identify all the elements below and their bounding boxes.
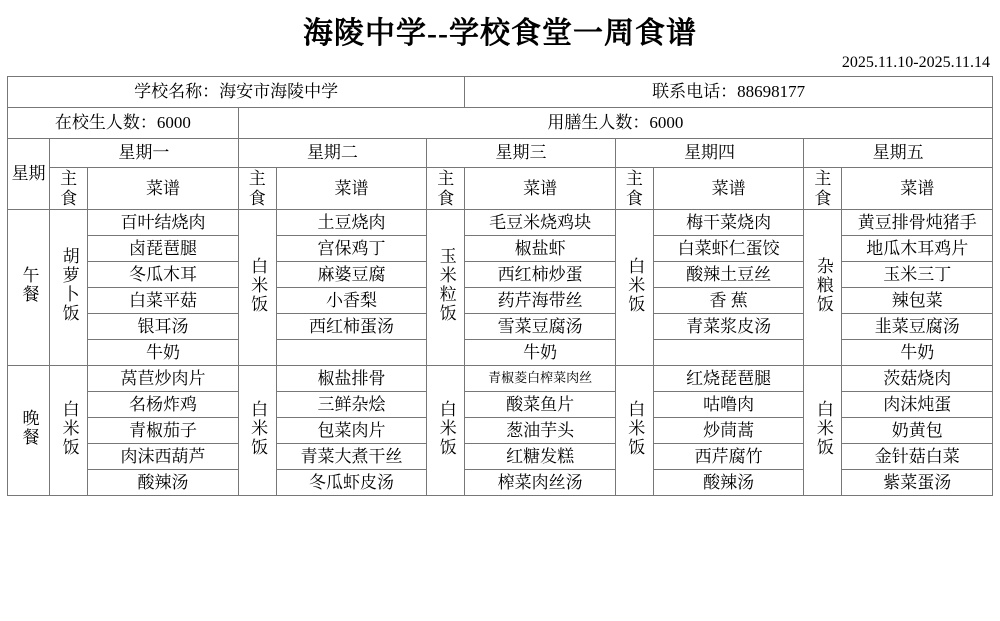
- dinner-dish-tue-4: 青菜大煮干丝: [276, 444, 426, 470]
- lunch-dish-thu-1: 梅干菜烧肉: [653, 210, 803, 236]
- lunch-dish-mon-2: 卤琵琶腿: [88, 236, 238, 262]
- lunch-dish-wed-5: 雪菜豆腐汤: [465, 314, 615, 340]
- dinner-dish-mon-4: 肉沫西葫芦: [88, 444, 238, 470]
- lunch-dish-fri-1: 黄豆排骨炖猪手: [842, 210, 993, 236]
- lunch-dish-tue-1: 土豆烧肉: [276, 210, 426, 236]
- students-count-cell: 在校生人数：6000: [8, 108, 239, 139]
- lunch-dish-mon-4: 白菜平菇: [88, 288, 238, 314]
- dinner-dish-wed-2: 酸菜鱼片: [465, 392, 615, 418]
- lunch-dish-wed-3: 西红柿炒蛋: [465, 262, 615, 288]
- dinner-dish-thu-1: 红烧琵琶腿: [653, 366, 803, 392]
- dish-header-wed: 菜谱: [465, 168, 615, 210]
- dinner-dish-wed-5: 榨菜肉丝汤: [465, 470, 615, 496]
- dish-header-thu: 菜谱: [653, 168, 803, 210]
- dinner-staple-thu: 白米饭: [615, 366, 653, 496]
- page-title: 海陵中学--学校食堂一周食谱: [303, 17, 697, 50]
- staple-header-thu: 主食: [615, 168, 653, 210]
- staple-header-fri: 主食: [804, 168, 842, 210]
- lunch-dish-thu-6: [653, 340, 803, 366]
- table-row-lunch-3: [8, 262, 993, 288]
- date-range: 2025.11.10-2025.11.14: [841, 54, 990, 71]
- phone-cell: 联系电话：88698177: [465, 77, 993, 108]
- dinner-staple-mon: 白米饭: [50, 366, 88, 496]
- dinner-dish-mon-2: 名杨炸鸡: [88, 392, 238, 418]
- lunch-dish-tue-6: [276, 340, 426, 366]
- menu-table: [7, 76, 993, 496]
- staple-header-wed: 主食: [427, 168, 465, 210]
- day-header-mon: 星期一: [50, 139, 239, 168]
- dinner-staple-fri: 白米饭: [804, 366, 842, 496]
- dinner-dish-tue-1: 椒盐排骨: [276, 366, 426, 392]
- dinner-dish-thu-4: 西芹腐竹: [653, 444, 803, 470]
- lunch-dish-mon-1: 百叶结烧肉: [88, 210, 238, 236]
- table-row-dinner-3: [8, 418, 993, 444]
- dinner-dish-thu-3: 炒茼蒿: [653, 418, 803, 444]
- lunch-dish-thu-3: 酸辣土豆丝: [653, 262, 803, 288]
- dinner-dish-fri-5: 紫菜蛋汤: [842, 470, 993, 496]
- lunch-staple-thu: 白米饭: [615, 210, 653, 366]
- dinner-dish-wed-4: 红糖发糕: [465, 444, 615, 470]
- dinner-dish-fri-2: 肉沫炖蛋: [842, 392, 993, 418]
- lunch-dish-mon-5: 银耳汤: [88, 314, 238, 340]
- table-row-dinner-4: [8, 444, 993, 470]
- dinner-dish-wed-1: 青椒菱白榨菜肉丝: [465, 366, 615, 392]
- meal-label-lunch: 午餐: [8, 210, 50, 366]
- table-row-dinner-2: [8, 392, 993, 418]
- lunch-dish-tue-5: 西红柿蛋汤: [276, 314, 426, 340]
- lunch-dish-fri-5: 韭菜豆腐汤: [842, 314, 993, 340]
- lunch-dish-fri-2: 地瓜木耳鸡片: [842, 236, 993, 262]
- lunch-dish-thu-4: 香 蕉: [653, 288, 803, 314]
- day-header-fri: 星期五: [804, 139, 993, 168]
- lunch-dish-mon-6: 牛奶: [88, 340, 238, 366]
- dinner-dish-tue-3: 包菜肉片: [276, 418, 426, 444]
- dish-header-tue: 菜谱: [276, 168, 426, 210]
- dinner-dish-fri-3: 奶黄包: [842, 418, 993, 444]
- lunch-dish-mon-3: 冬瓜木耳: [88, 262, 238, 288]
- dinner-dish-mon-5: 酸辣汤: [88, 470, 238, 496]
- table-row-col-headers: [8, 168, 993, 210]
- dinner-dish-thu-5: 酸辣汤: [653, 470, 803, 496]
- lunch-dish-wed-4: 药芹海带丝: [465, 288, 615, 314]
- lunch-dish-thu-5: 青菜浆皮汤: [653, 314, 803, 340]
- table-row-student-info: [8, 108, 993, 139]
- table-row-dinner-1: [8, 366, 993, 392]
- day-header-wed: 星期三: [427, 139, 616, 168]
- dinner-dish-fri-4: 金针菇白菜: [842, 444, 993, 470]
- lunch-dish-thu-2: 白菜虾仁蛋饺: [653, 236, 803, 262]
- lunch-dish-fri-4: 辣包菜: [842, 288, 993, 314]
- table-row-lunch-2: [8, 236, 993, 262]
- lunch-staple-fri: 杂粮饭: [804, 210, 842, 366]
- dinner-dish-tue-2: 三鲜杂烩: [276, 392, 426, 418]
- lunch-dish-wed-1: 毛豆米烧鸡块: [465, 210, 615, 236]
- table-row-school-info: [8, 77, 993, 108]
- table-row-lunch-1: [8, 210, 993, 236]
- dinner-dish-mon-3: 青椒茄子: [88, 418, 238, 444]
- dish-header-mon: 菜谱: [88, 168, 238, 210]
- weekday-header: 星期: [8, 139, 50, 210]
- table-row-lunch-5: [8, 314, 993, 340]
- lunch-dish-wed-6: 牛奶: [465, 340, 615, 366]
- lunch-staple-tue: 白米饭: [238, 210, 276, 366]
- day-header-tue: 星期二: [238, 139, 427, 168]
- lunch-dish-tue-2: 宫保鸡丁: [276, 236, 426, 262]
- lunch-dish-tue-4: 小香梨: [276, 288, 426, 314]
- dish-header-fri: 菜谱: [842, 168, 993, 210]
- dinner-dish-wed-3: 葱油芋头: [465, 418, 615, 444]
- table-row-lunch-4: [8, 288, 993, 314]
- school-name-cell: 学校名称：海安市海陵中学: [8, 77, 465, 108]
- diners-count-cell: 用膳生人数：6000: [238, 108, 992, 139]
- dinner-staple-tue: 白米饭: [238, 366, 276, 496]
- dinner-staple-wed: 白米饭: [427, 366, 465, 496]
- lunch-dish-fri-3: 玉米三丁: [842, 262, 993, 288]
- day-header-thu: 星期四: [615, 139, 804, 168]
- staple-header-mon: 主食: [50, 168, 88, 210]
- table-row-dinner-5: [8, 470, 993, 496]
- lunch-staple-mon: 胡萝卜饭: [50, 210, 88, 366]
- lunch-dish-tue-3: 麻婆豆腐: [276, 262, 426, 288]
- dinner-dish-thu-2: 咕噜肉: [653, 392, 803, 418]
- meal-label-dinner: 晚餐: [8, 366, 50, 496]
- dinner-dish-tue-5: 冬瓜虾皮汤: [276, 470, 426, 496]
- dinner-dish-fri-1: 茨菇烧肉: [842, 366, 993, 392]
- dinner-dish-mon-1: 莴苣炒肉片: [88, 366, 238, 392]
- table-row-day-headers: [8, 139, 993, 168]
- table-row-lunch-6: [8, 340, 993, 366]
- lunch-dish-wed-2: 椒盐虾: [465, 236, 615, 262]
- lunch-staple-wed: 玉米粒饭: [427, 210, 465, 366]
- lunch-dish-fri-6: 牛奶: [842, 340, 993, 366]
- staple-header-tue: 主食: [238, 168, 276, 210]
